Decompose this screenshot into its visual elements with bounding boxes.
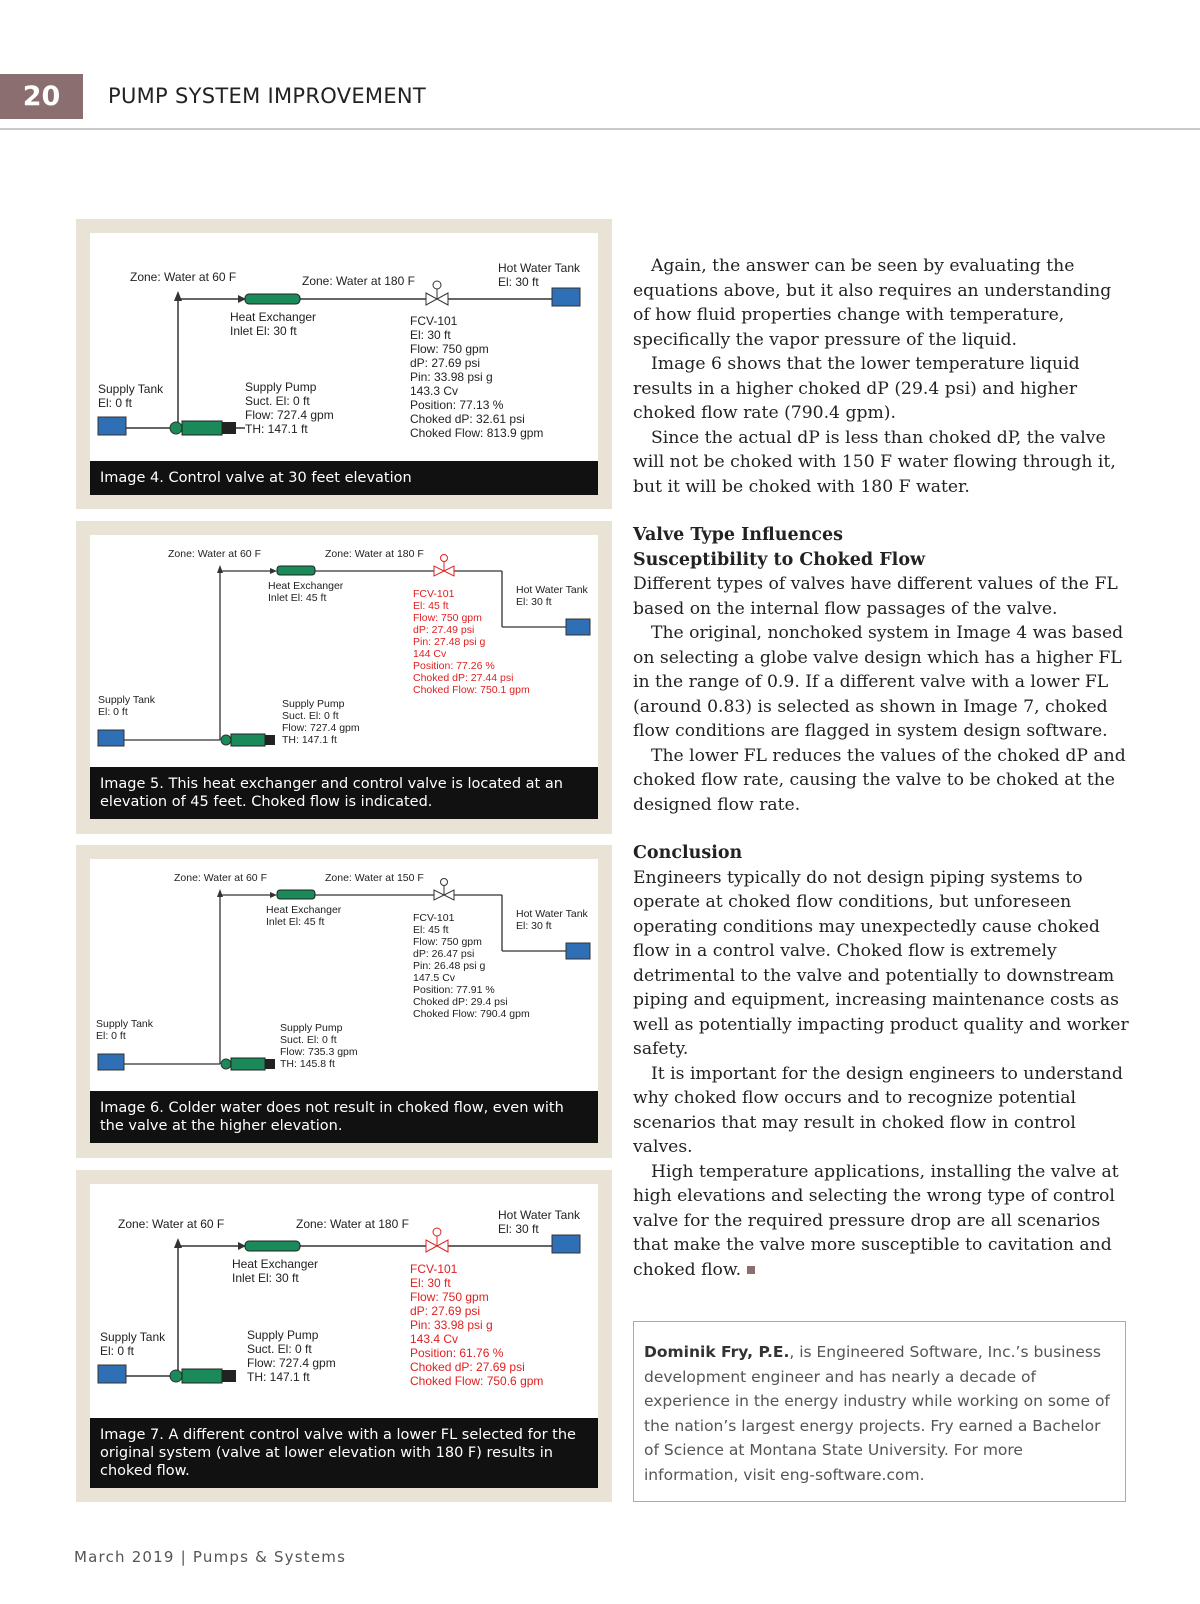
hot-tank-name: Hot Water Tank	[516, 584, 588, 596]
supply-pump-icon	[221, 734, 275, 746]
zone-left-label: Zone: Water at 60 F	[118, 1217, 225, 1231]
paragraph: It is important for the design engineers to understand why choked flow occurs and to recognize potential scenarios that may result in choked flow in control valves.	[633, 1063, 1123, 1157]
header-divider	[0, 128, 1200, 130]
end-mark-icon	[747, 1266, 755, 1274]
footer-separator: |	[180, 1548, 187, 1566]
valve-cv: 144 Cv	[413, 648, 447, 660]
valve-dp: dP: 26.47 psi	[413, 948, 475, 960]
valve-cv: 143.4 Cv	[410, 1332, 459, 1346]
figure-panel	[90, 535, 598, 819]
hx-elevation: Inlet El: 30 ft	[230, 324, 297, 338]
valve-choked-dp: Choked dP: 29.4 psi	[413, 996, 508, 1008]
valve-cv: 143.3 Cv	[410, 384, 459, 398]
valve-choked-flow: Choked Flow: 813.9 gpm	[410, 426, 544, 440]
hot-tank-name: Hot Water Tank	[498, 261, 581, 275]
pump-flow: Flow: 727.4 gpm	[282, 722, 360, 734]
subheading-line: Valve Type Influences	[633, 525, 843, 545]
hot-tank-elevation: El: 30 ft	[516, 596, 552, 608]
valve-tag: FCV-101	[410, 314, 458, 328]
flow-arrow-icon	[174, 291, 182, 301]
hx-name: Heat Exchanger	[232, 1257, 319, 1271]
footer-issue: March 2019	[74, 1548, 175, 1566]
supply-pump-icon	[170, 1369, 236, 1383]
heat-exchanger-icon	[245, 294, 300, 304]
paragraph-text: High temperature applications, installing the valve at high elevations and selecting the wrong type of control valve for the required pressure drop are all scenarios that make the valve more susceptible to cavitation and choked flow.	[633, 1161, 1119, 1280]
pump-suction: Suct. El: 0 ft	[282, 710, 339, 722]
zone-right-label: Zone: Water at 180 F	[302, 274, 415, 288]
supply-pump-icon	[170, 421, 236, 435]
hx-name: Heat Exchanger	[266, 904, 342, 916]
valve-data	[413, 912, 530, 1020]
hx-name: Heat Exchanger	[268, 580, 344, 592]
valve-elevation: El: 45 ft	[413, 924, 449, 936]
control-valve-icon	[434, 555, 454, 577]
paragraph: The lower FL reduces the values of the choked dP and choked flow rate, causing the valve to be choked at the designed flow rate.	[633, 745, 1126, 815]
author-name: Dominik Fry, P.E.	[644, 1343, 790, 1361]
page-number: 20	[0, 74, 83, 119]
valve-choked-flow: Choked Flow: 750.1 gpm	[413, 684, 530, 696]
supply-tank-name: Supply Tank	[96, 1018, 154, 1030]
paragraph: Image 6 shows that the lower temperature liquid results in a higher choked dP (29.4 psi) and higher choked flow rate (790.4 gpm).	[633, 354, 1080, 423]
flow-arrow-icon	[217, 565, 223, 573]
valve-pin: Pin: 33.98 psi g	[410, 370, 493, 384]
page-header	[0, 0, 1200, 131]
hx-name: Heat Exchanger	[230, 310, 317, 324]
valve-tag: FCV-101	[413, 912, 455, 924]
valve-flow: Flow: 750 gpm	[410, 1290, 489, 1304]
figure-image-5	[76, 521, 612, 834]
flow-arrow-icon	[174, 1238, 182, 1248]
hot-tank-elevation: El: 30 ft	[516, 920, 552, 932]
paragraph: Different types of valves have different values of the FL based on the internal flow passages of the valve.	[633, 574, 1118, 619]
hot-tank-name: Hot Water Tank	[498, 1208, 581, 1222]
valve-position: Position: 77.91 %	[413, 984, 495, 996]
hot-tank-elevation: El: 30 ft	[498, 1222, 539, 1236]
valve-elevation: El: 30 ft	[410, 1276, 451, 1290]
supply-tank-icon	[98, 417, 126, 435]
valve-cv: 147.5 Cv	[413, 972, 456, 984]
pump-suction: Suct. El: 0 ft	[245, 394, 310, 408]
heat-exchanger-icon	[277, 566, 315, 575]
paragraph-final	[633, 1160, 1133, 1283]
hot-water-tank-icon	[566, 619, 590, 635]
supply-tank-icon	[98, 730, 124, 746]
figure-caption: Image 5. This heat exchanger and control valve is located at an elevation of 45 feet. Choked flow is indicated.	[90, 767, 598, 819]
valve-elevation: El: 45 ft	[413, 600, 449, 612]
pump-flow: Flow: 727.4 gpm	[245, 408, 334, 422]
zone-left-label: Zone: Water at 60 F	[174, 872, 267, 884]
control-valve-icon	[434, 879, 454, 901]
zone-right-label: Zone: Water at 150 F	[325, 872, 424, 884]
valve-elevation: El: 30 ft	[410, 328, 451, 342]
valve-pin: Pin: 27.48 psi g	[413, 636, 486, 648]
supply-tank-elevation: El: 0 ft	[98, 396, 133, 410]
flow-arrow-icon	[217, 889, 223, 897]
control-valve-icon	[426, 281, 448, 305]
valve-flow: Flow: 750 gpm	[410, 342, 489, 356]
hot-tank-elevation: El: 30 ft	[498, 275, 539, 289]
valve-position: Position: 77.13 %	[410, 398, 504, 412]
heat-exchanger-icon	[245, 1241, 300, 1251]
hot-water-tank-icon	[552, 1235, 580, 1253]
paragraph: Again, the answer can be seen by evaluating the equations above, but it also requires an understanding of how fluid properties change with temperature, specifically the vapor pressure of the liquid.	[633, 256, 1112, 350]
system-diagram	[90, 233, 598, 495]
valve-choked-dp: Choked dP: 27.44 psi	[413, 672, 514, 684]
zone-right-label: Zone: Water at 180 F	[296, 1217, 409, 1231]
paragraph: Engineers typically do not design piping systems to operate at choked flow conditions, but unforeseen operating conditions may unexpectedly cause choked flow in a control valve. Choked flow is extremely detrimental to the valve and potentially to downstream piping and equipment, increasing maintenance costs as well as potentially impacting product quality and worker safety.	[633, 867, 1129, 1059]
subheading-valve-type	[633, 523, 1133, 572]
control-valve-icon	[426, 1228, 448, 1252]
article-column	[633, 254, 1133, 1282]
valve-choked-dp: Choked dP: 32.61 psi	[410, 412, 525, 426]
valve-data	[410, 314, 543, 440]
valve-pin: Pin: 33.98 psi g	[410, 1318, 493, 1332]
author-bio-box	[633, 1321, 1126, 1502]
valve-dp: dP: 27.49 psi	[413, 624, 475, 636]
hot-water-tank-icon	[566, 943, 590, 959]
valve-tag: FCV-101	[410, 1262, 458, 1276]
figure-image-4	[76, 219, 612, 509]
figure-caption: Image 7. A different control valve with a lower FL selected for the original system (valve at lower elevation with 180 F) results in choked flow.	[90, 1418, 598, 1488]
valve-dp: dP: 27.69 psi	[410, 356, 481, 370]
hx-elevation: Inlet El: 30 ft	[232, 1271, 299, 1285]
paragraph: The original, nonchoked system in Image 4 was based on selecting a globe valve design which has a higher FL in the range of 0.9. If a different valve with a lower FL (around 0.83) is selected as shown in Image 7, choked flow conditions are flagged in system design software.	[633, 623, 1124, 741]
valve-position: Position: 61.76 %	[410, 1346, 504, 1360]
pump-flow: Flow: 735.3 gpm	[280, 1046, 358, 1058]
valve-choked-flow: Choked Flow: 750.6 gpm	[410, 1374, 544, 1388]
pump-flow: Flow: 727.4 gpm	[247, 1356, 336, 1370]
valve-choked-dp: Choked dP: 27.69 psi	[410, 1360, 525, 1374]
hot-tank-name: Hot Water Tank	[516, 908, 588, 920]
subheading-conclusion: Conclusion	[633, 843, 743, 863]
pump-name: Supply Pump	[245, 380, 317, 394]
page-footer	[74, 1548, 346, 1566]
flow-arrow-icon	[270, 892, 277, 898]
figure-panel	[90, 1184, 598, 1488]
valve-data	[413, 588, 530, 696]
subheading-line: Susceptibility to Choked Flow	[633, 549, 926, 570]
supply-tank-icon	[98, 1054, 124, 1070]
supply-tank-name: Supply Tank	[98, 382, 164, 396]
pump-suction: Suct. El: 0 ft	[247, 1342, 312, 1356]
supply-tank-elevation: El: 0 ft	[98, 706, 128, 718]
figure-image-7	[76, 1170, 612, 1502]
hx-elevation: Inlet El: 45 ft	[266, 916, 325, 928]
author-bio-text: , is Engineered Software, Inc.’s business development engineer and has nearly a decade of experience in the energy industry while working on some of the nation’s largest energy projects. Fry earned a Bachelor of Science at Montana State University. For more information, visit eng-software.com.	[644, 1343, 1110, 1484]
figure-caption: Image 6. Colder water does not result in choked flow, even with the valve at the higher elevation.	[90, 1091, 598, 1143]
figure-caption: Image 4. Control valve at 30 feet elevation	[90, 461, 598, 495]
pump-suction: Suct. El: 0 ft	[280, 1034, 337, 1046]
valve-tag: FCV-101	[413, 588, 455, 600]
pump-name: Supply Pump	[247, 1328, 319, 1342]
valve-position: Position: 77.26 %	[413, 660, 495, 672]
pump-head: TH: 147.1 ft	[245, 422, 308, 436]
hot-water-tank-icon	[552, 288, 580, 306]
valve-dp: dP: 27.69 psi	[410, 1304, 481, 1318]
zone-right-label: Zone: Water at 180 F	[325, 548, 424, 560]
section-title: PUMP SYSTEM IMPROVEMENT	[108, 84, 427, 108]
supply-tank-name: Supply Tank	[98, 694, 156, 706]
pump-head: TH: 147.1 ft	[247, 1370, 310, 1384]
pump-name: Supply Pump	[280, 1022, 343, 1034]
valve-data	[410, 1262, 543, 1388]
figure-panel	[90, 859, 598, 1143]
paragraph: Since the actual dP is less than choked dP, the valve will not be choked with 150 F water flowing through it, but it will be choked with 180 F water.	[633, 427, 1116, 497]
figure-image-6	[76, 845, 612, 1158]
valve-choked-flow: Choked Flow: 790.4 gpm	[413, 1008, 530, 1020]
supply-tank-icon	[98, 1365, 126, 1383]
pump-head: TH: 147.1 ft	[282, 734, 337, 746]
pump-head: TH: 145.8 ft	[280, 1058, 335, 1070]
pump-name: Supply Pump	[282, 698, 345, 710]
hx-elevation: Inlet El: 45 ft	[268, 592, 327, 604]
valve-pin: Pin: 26.48 psi g	[413, 960, 486, 972]
valve-flow: Flow: 750 gpm	[413, 936, 482, 948]
valve-flow: Flow: 750 gpm	[413, 612, 482, 624]
zone-left-label: Zone: Water at 60 F	[168, 548, 261, 560]
supply-tank-name: Supply Tank	[100, 1330, 166, 1344]
supply-pump-icon	[221, 1058, 275, 1070]
figure-panel	[90, 233, 598, 495]
supply-tank-elevation: El: 0 ft	[100, 1344, 135, 1358]
heat-exchanger-icon	[277, 890, 315, 899]
footer-magazine: Pumps & Systems	[192, 1548, 347, 1566]
flow-arrow-icon	[270, 568, 277, 574]
supply-tank-elevation: El: 0 ft	[96, 1030, 126, 1042]
zone-left-label: Zone: Water at 60 F	[130, 270, 237, 284]
